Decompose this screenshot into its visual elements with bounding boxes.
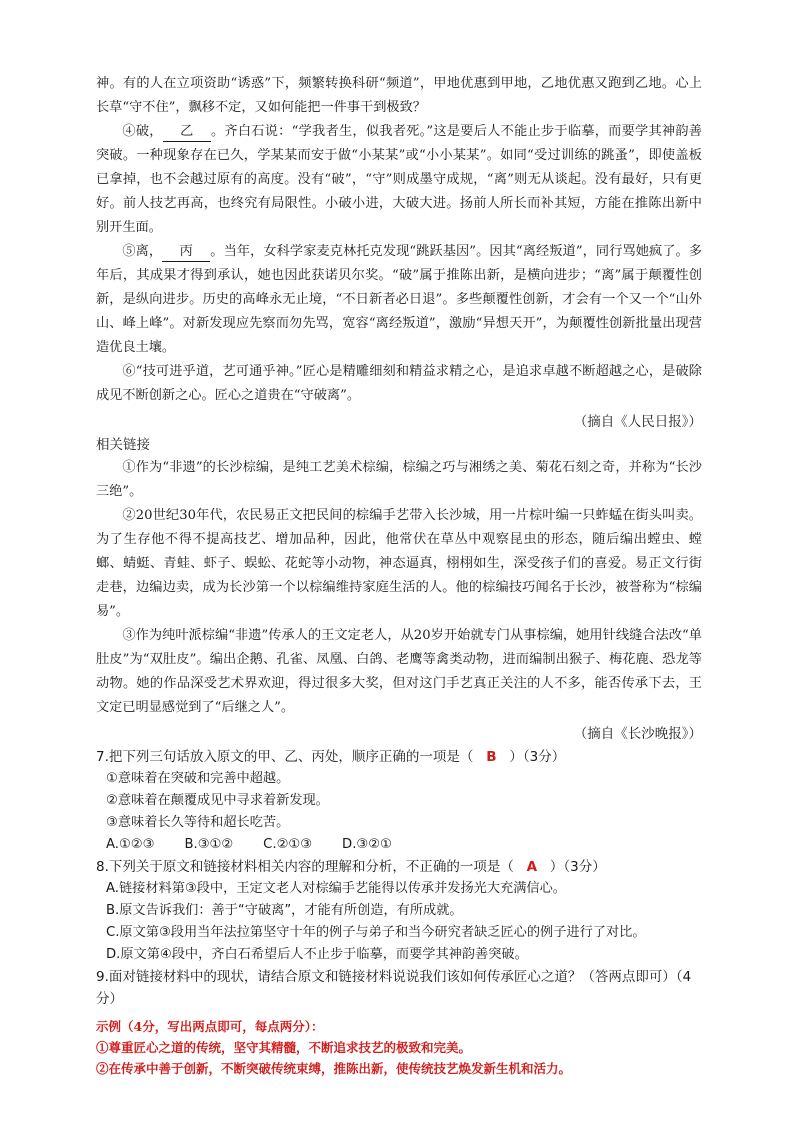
question-7-option-d: D.③②①	[342, 837, 392, 852]
question-7-stem: 7.把下列三句话放入原文的甲、乙、丙处，顺序正确的一项是（ B ）（3分）	[96, 746, 702, 768]
article-paragraph-4: ④破， 乙 。齐白石说：“学我者生，似我者死。”这是要后人不能止步于临摹，而要学其神韵善突破。一种现象存在已久，学某某而安于做“小某某”或“小小某某”。如同“受过训练的跳蚤”，即使盖板已拿掉，也不会越过原有的高度。没有“破”，“守”则成墨守成规，“离”则无从谈起。没有最好，只有更好。前人技艺再高，也终究有局限性。小破小进，大破大进。扬前人所长而补其短，方能在推陈出新中别开生面。	[96, 124, 702, 235]
article-paragraph-5: ⑤离， 丙 。当年，女科学家麦克林托克发现“跳跃基因”。因其“离经叛道”，同行骂她疯了。多年后，其成果才得到承认，她也因此获诺贝尔奖。“破”属于推陈出新，是横向进步；“离”属于颠覆性创新，是纵向进步。历史的高峰永无止境，“不日新者必日退”。多些颠覆性创新，才会有一个又一个“山外山、峰上峰”。对新发现应先察而勿先骂，宽容“离经叛道”，激励“异想天开”，为颠覆性创新批量出现营造优良土壤。	[96, 244, 703, 355]
question-8-answer: A	[526, 859, 538, 875]
question-7-sentence-1: ①意味着在突破和完善中超越。	[106, 771, 290, 786]
question-7-options	[96, 834, 702, 856]
question-8-option-a: A.链接材料第③段中，王定文老人对棕编手艺能得以传承并发扬光大充满信心。	[106, 881, 566, 896]
question-7-option-a: A.①②③	[106, 837, 155, 852]
link-paragraph-1: ①作为“非遗”的长沙棕编，是纯工艺美术棕编，棕编之巧与湘绣之美、菊花石刻之奇，并称为“长沙三绝”。	[96, 460, 702, 499]
question-8-option-c: C.原文第③段用当年法拉第坚守十年的例子与弟子和当今研究者缺乏匠心的例子进行了对比。	[106, 925, 646, 940]
question-7-option-c: C.②①③	[263, 837, 313, 852]
article-paragraph-6: ⑥“技可进乎道，艺可通乎神。”匠心是精雕细刻和精益求精之心，是追求卓越不断超越之心，是破除成见不断创新之心。匠心之道贵在“守破离”。	[96, 364, 702, 403]
question-7-option-b: B.③①②	[184, 837, 234, 852]
link-heading: 相关链接	[96, 437, 150, 453]
document-page	[96, 72, 702, 1079]
article-source: （摘自《人民日报》）	[573, 414, 702, 430]
question-7-answer: B	[486, 749, 497, 765]
question-7-sentence-2: ②意味着在颠覆成见中寻求着新发现。	[106, 793, 329, 808]
question-9-stem: 9.面对链接材料中的现状，请结合原文和链接材料说说我们该如何传承匠心之道？（答两点即可）（4分）	[96, 969, 692, 1007]
article-paragraph-continued: 神。有的人在立项资助“诱惑”下，频繁转换科研“频道”，甲地优惠到甲地，乙地优惠又跑到乙地。心上长草“守不住”，飘移不定，又如何能把一件事干到极致？	[96, 76, 702, 115]
question-8-stem: 8.下列关于原文和链接材料相关内容的理解和分析，不正确的一项是（ A ）（3分）	[96, 856, 702, 878]
question-9-answer-1: ①尊重匠心之道的传统，坚守其精髓，不断追求技艺的极致和完美。	[96, 1040, 472, 1055]
question-8-option-b: B.原文告诉我们：善于“守破离”，才能有所创造，有所成就。	[106, 903, 463, 918]
link-source: （摘自《长沙晚报》）	[573, 726, 702, 742]
link-paragraph-2: ②20世纪30年代，农民易正文把民间的棕编手艺带入长沙城，用一片棕叶编一只蚱蜢在街头叫卖。为了生存他不得不提高技艺、增加品种，因此，他常伏在草丛中观察昆虫的形态，随后编出螳虫、螳螂、蜻蜓、青蛙、虾子、蜈蚣、花蛇等小动物，神态逼真，栩栩如生，深受孩子们的喜爱。易正文行街走巷，边编边卖，成为长沙第一个以棕编维持家庭生活的人。他的棕编技巧闻名于长沙，被誉称为“棕编易”。	[96, 508, 702, 619]
blank-yi: 乙	[163, 123, 211, 142]
question-9-answer-2: ②在传承中善于创新，不断突破传统束缚，推陈出新，使传统技艺焕发新生机和活力。	[96, 1061, 572, 1076]
question-8-option-d: D.原文第④段中，齐白石希望后人不止步于临摹，而要学其神韵善突破。	[106, 947, 528, 962]
blank-bing: 丙	[162, 243, 210, 262]
link-paragraph-3: ③作为纯叶派棕编“非遗”传承人的王文定老人，从20岁开始就专门从事棕编，她用针线缝合法改“单肚皮”为“双肚皮”。编出企鹅、孔雀、凤凰、白鸽、老鹰等禽类动物，进而编制出猴子、梅花鹿、恐龙等动物。她的作品深受艺术界欢迎，得过很多大奖，但对这门手艺真正关注的人不多，能否传承下去，王文定已明显感觉到了“后继之人”。	[96, 628, 702, 715]
question-9-answer-heading: 示例（4分，写出两点即可，每点两分）：	[96, 1019, 324, 1034]
question-7-sentence-3: ③意味着长久等待和超长吃苦。	[106, 815, 290, 830]
